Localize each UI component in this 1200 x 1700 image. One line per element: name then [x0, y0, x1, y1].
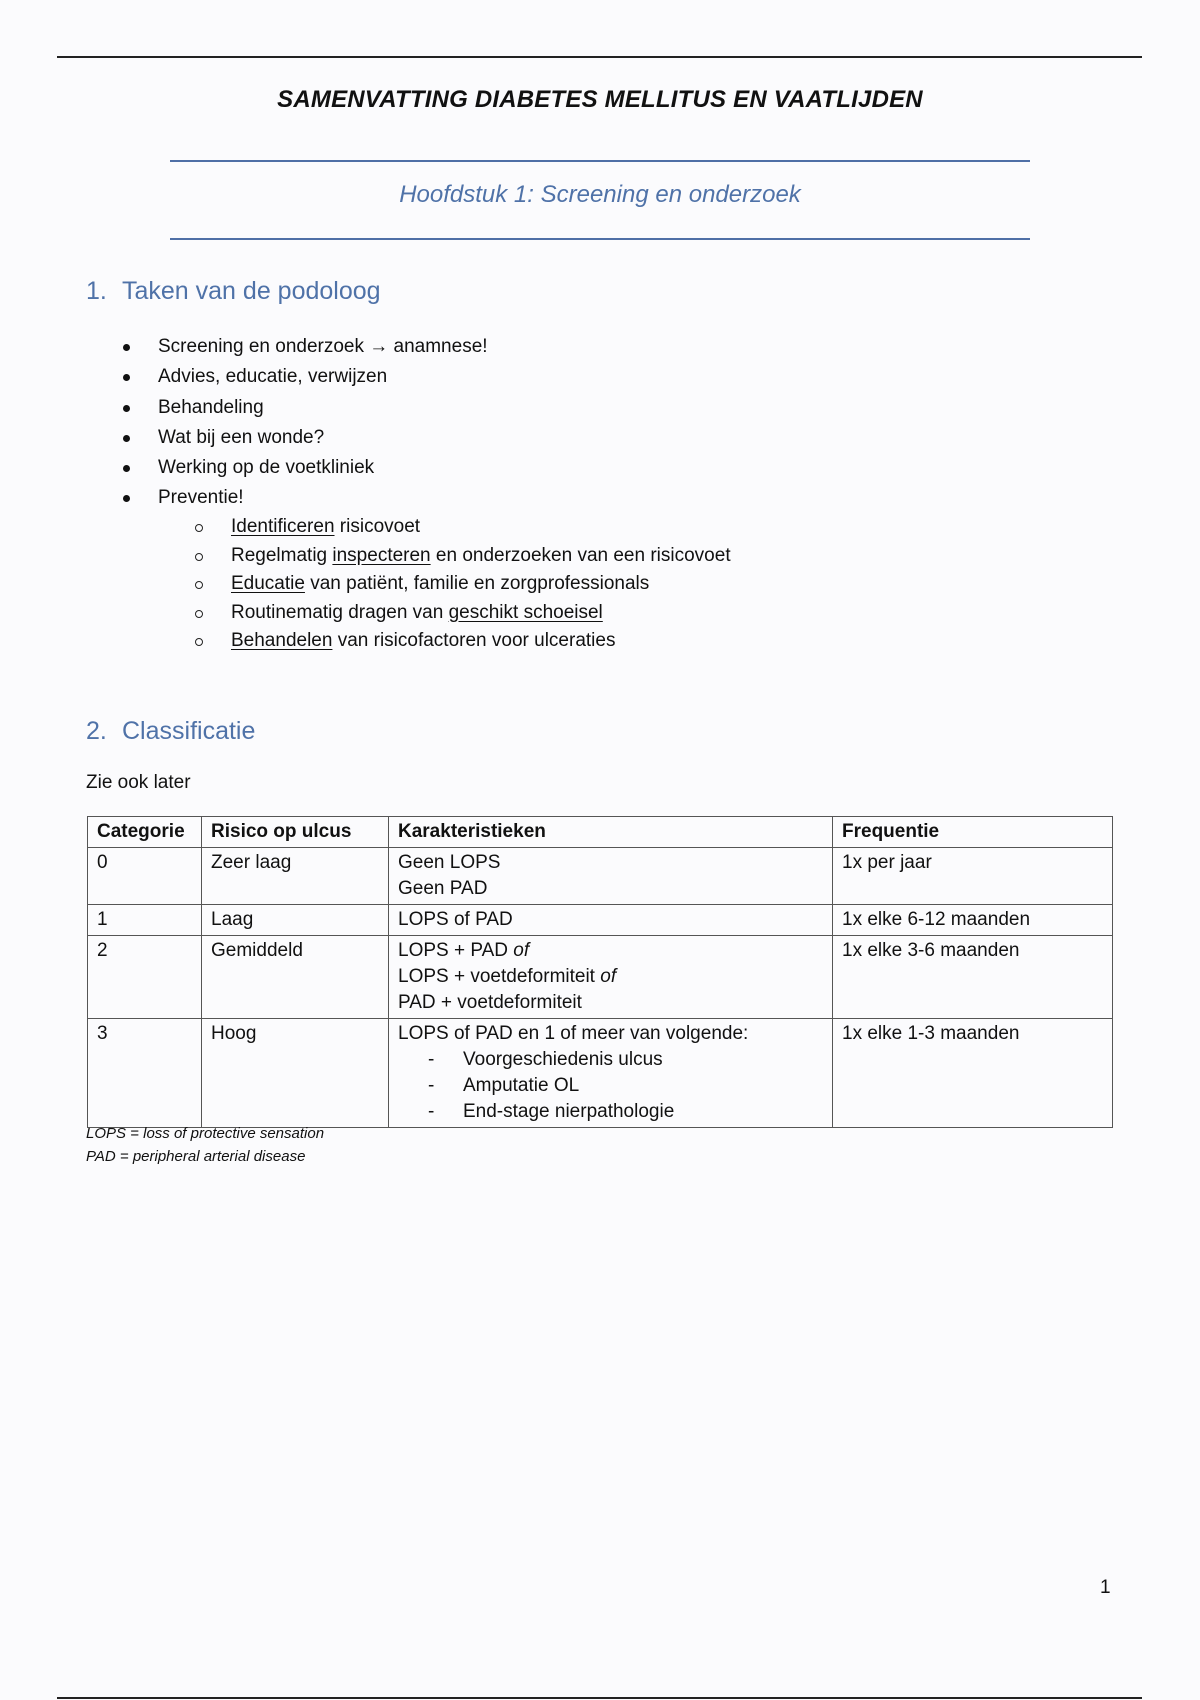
list-item: Werking op de voetkliniek	[120, 453, 488, 483]
header-frequentie: Frequentie	[833, 817, 1113, 848]
table-row: 1 Laag LOPS of PAD 1x elke 6-12 maanden	[88, 905, 1113, 936]
sub-list-item: Behandelen van risicofactoren voor ulceraties	[195, 627, 731, 656]
dash-list-item: - Amputatie OL	[398, 1073, 823, 1099]
section-1-title: Taken van de podoloog	[122, 277, 381, 305]
bullet-icon	[123, 374, 130, 381]
list-item: Screening en onderzoek → anamnese!	[120, 332, 488, 362]
sub-list-item: Educatie van patiënt, familie en zorgprofessionals	[195, 570, 731, 599]
list-item: Wat bij een wonde?	[120, 423, 488, 453]
table-row: 3 Hoog LOPS of PAD en 1 of meer van volgende: - Voorgeschiedenis ulcus - Amputatie OL - End-stage nierpathologie 1x elke 1-3 maanden	[88, 1019, 1113, 1128]
table-header-row	[88, 817, 1113, 848]
bullet-icon	[123, 344, 130, 351]
sub-list-item: Regelmatig inspecteren en onderzoeken van een risicovoet	[195, 542, 731, 571]
section-1-number: 1.	[86, 277, 107, 305]
bullet-icon	[123, 495, 130, 502]
list-item: Behandeling	[120, 393, 488, 423]
header-categorie: Categorie	[88, 817, 202, 848]
table-row: 0 Zeer laag Geen LOPS Geen PAD 1x per jaar	[88, 848, 1113, 905]
prevention-sublist	[195, 513, 731, 656]
task-list	[120, 332, 488, 514]
section-2-number: 2.	[86, 717, 107, 745]
list-item: Advies, educatie, verwijzen	[120, 362, 488, 392]
table-row: 2 Gemiddeld LOPS + PAD of LOPS + voetdeformiteit of PAD + voetdeformiteit 1x elke 3-6 maanden	[88, 936, 1113, 1019]
section-1-heading	[86, 277, 381, 306]
circle-bullet-icon	[195, 638, 203, 646]
bullet-icon	[123, 435, 130, 442]
bullet-icon	[123, 405, 130, 412]
section-2-intro: Zie ook later	[86, 772, 191, 793]
dash-list-item: - End-stage nierpathologie	[398, 1099, 823, 1125]
chapter-title: Hoofdstuk 1: Screening en onderzoek	[399, 181, 801, 208]
dash-list-item: - Voorgeschiedenis ulcus	[398, 1047, 823, 1073]
page-number: 1	[1100, 1577, 1111, 1598]
circle-bullet-icon	[195, 524, 203, 532]
sub-list-item: Identificeren risicovoet	[195, 513, 731, 542]
footnote-lops: LOPS = loss of protective sensation	[86, 1125, 325, 1142]
circle-bullet-icon	[195, 610, 203, 618]
document-title: SAMENVATTING DIABETES MELLITUS EN VAATLIJDEN	[277, 86, 923, 113]
top-rule	[57, 56, 1142, 58]
section-2-heading	[86, 717, 255, 746]
bottom-rule	[57, 1697, 1142, 1699]
footnote-pad: PAD = peripheral arterial disease	[86, 1148, 306, 1165]
table-footnotes	[86, 1122, 324, 1168]
classification-table	[87, 816, 1113, 1128]
list-item: Preventie!	[120, 483, 488, 513]
bullet-icon	[123, 465, 130, 472]
header-karakteristieken: Karakteristieken	[389, 817, 833, 848]
sub-list-item: Routinematig dragen van geschikt schoeisel	[195, 599, 731, 628]
chapter-rule-top	[170, 160, 1030, 162]
circle-bullet-icon	[195, 553, 203, 561]
header-risico: Risico op ulcus	[202, 817, 389, 848]
chapter-rule-bottom	[170, 238, 1030, 240]
circle-bullet-icon	[195, 581, 203, 589]
section-2-title: Classificatie	[122, 717, 256, 745]
